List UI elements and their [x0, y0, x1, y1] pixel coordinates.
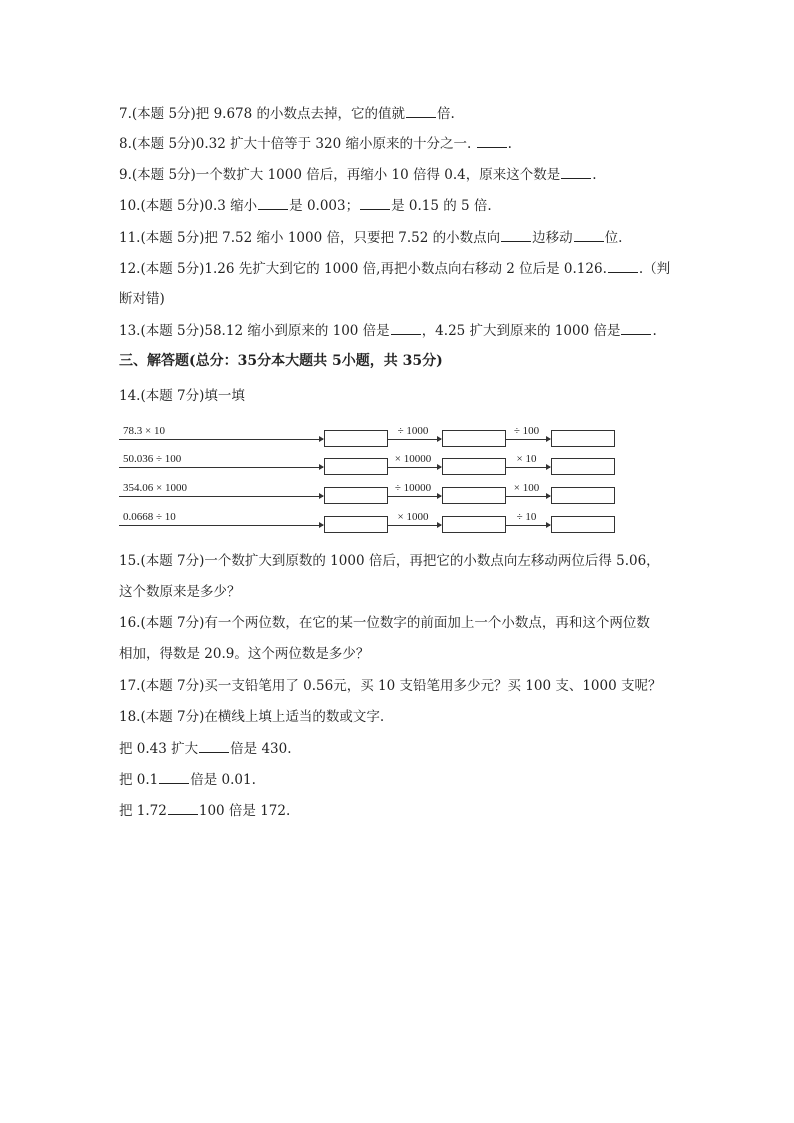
question-17: 17.(本题 7分)买一支铅笔用了 0.56元，买 10 支铅笔用多少元？买 100 支、1000 支呢？ — [119, 678, 662, 694]
question-12: 12.(本题 5分)1.26 先扩大到它的 1000 倍,再把小数点向右移动 2 位后是 0.126. .（判 — [119, 261, 671, 277]
question-8: 8.(本题 5分)0.32 扩大十倍等于 320 缩小原来的十分之一. . — [119, 136, 512, 152]
flow-row — [119, 511, 537, 533]
answer-blank[interactable] — [159, 770, 189, 784]
answer-box[interactable] — [324, 430, 388, 447]
question-15: 15.(本题 7分)一个数扩大到原数的 1000 倍后，再把它的小数点向左移动两位后得 5.06， — [119, 553, 660, 569]
answer-box[interactable] — [551, 516, 615, 533]
flow-operator: ÷ 100 — [513, 425, 540, 437]
flow-start-expression: 0.0668 ÷ 10 — [123, 511, 176, 523]
flow-row — [119, 425, 540, 447]
arrow-icon — [387, 525, 441, 526]
answer-blank[interactable] — [258, 196, 288, 210]
arrow-icon — [387, 439, 441, 440]
arrow-icon — [387, 467, 441, 468]
answer-box[interactable] — [442, 487, 506, 504]
answer-blank[interactable] — [199, 739, 229, 753]
answer-box[interactable] — [324, 487, 388, 504]
answer-box[interactable] — [442, 516, 506, 533]
flow-row — [119, 453, 537, 475]
answer-blank[interactable] — [561, 165, 591, 179]
answer-blank[interactable] — [574, 228, 604, 242]
flow-operator: ÷ 10 — [516, 511, 537, 523]
flow-start-expression: 50.036 ÷ 100 — [123, 453, 182, 465]
flow-operator: × 1000 — [397, 511, 429, 523]
arrow-icon — [505, 525, 550, 526]
answer-box[interactable] — [442, 458, 506, 475]
answer-blank[interactable] — [501, 228, 531, 242]
flow-row — [119, 482, 540, 504]
question-9: 9.(本题 5分)一个数扩大 1000 倍后，再缩小 10 倍得 0.4，原来这个数是 . — [119, 167, 597, 183]
arrow-icon — [505, 439, 550, 440]
answer-blank[interactable] — [168, 801, 198, 815]
answer-blank[interactable] — [621, 321, 651, 335]
arrow-icon — [203, 496, 323, 497]
question-10: 10.(本题 5分)0.3 缩小 是 0.003； 是 0.15 的 5 倍. — [119, 198, 492, 214]
question-12-continued: 断对错) — [119, 291, 165, 307]
question-18-line-2: 把 0.1 倍是 0.01. — [119, 772, 256, 788]
section-heading: 三、解答题(总分：35分本大题共 5小题，共 35分) — [119, 353, 443, 369]
flow-operator: × 10 — [516, 453, 537, 465]
flow-operator: × 10000 — [394, 453, 432, 465]
question-11: 11.(本题 5分)把 7.52 缩小 1000 倍，只要把 7.52 的小数点向 边移动 位. — [119, 230, 623, 246]
flow-operator: × 100 — [513, 482, 540, 494]
arrow-icon — [203, 439, 323, 440]
question-18-line-3: 把 1.72 100 倍是 172. — [119, 803, 291, 819]
answer-box[interactable] — [551, 458, 615, 475]
question-16-continued: 相加，得数是 20.9。这个两位数是多少？ — [119, 646, 370, 662]
question-15-continued: 这个数原来是多少？ — [119, 584, 241, 600]
arrow-icon — [505, 496, 550, 497]
answer-blank[interactable] — [360, 196, 390, 210]
answer-box[interactable] — [551, 430, 615, 447]
answer-box[interactable] — [324, 458, 388, 475]
arrow-icon — [203, 525, 323, 526]
arrow-icon — [203, 467, 323, 468]
flow-operator: ÷ 10000 — [394, 482, 432, 494]
flow-start-expression: 354.06 × 1000 — [123, 482, 187, 494]
answer-blank[interactable] — [477, 134, 507, 148]
answer-box[interactable] — [442, 430, 506, 447]
answer-blank[interactable] — [608, 259, 638, 273]
answer-box[interactable] — [324, 516, 388, 533]
question-7: 7.(本题 5分)把 9.678 的小数点去掉，它的值就 倍. — [119, 106, 455, 122]
question-18: 18.(本题 7分)在横线上填上适当的数或文字. — [119, 709, 385, 725]
question-16: 16.(本题 7分)有一个两位数，在它的某一位数字的前面加上一个小数点，再和这个两位数 — [119, 615, 650, 631]
answer-blank[interactable] — [391, 321, 421, 335]
arrow-icon — [505, 467, 550, 468]
answer-box[interactable] — [551, 487, 615, 504]
answer-blank[interactable] — [406, 104, 436, 118]
flow-start-expression: 78.3 × 10 — [123, 425, 165, 437]
question-14-title: 14.(本题 7分)填一填 — [119, 388, 245, 404]
arrow-icon — [387, 496, 441, 497]
flow-operator: ÷ 1000 — [397, 425, 429, 437]
question-18-line-1: 把 0.43 扩大 倍是 430. — [119, 741, 292, 757]
question-13: 13.(本题 5分)58.12 缩小到原来的 100 倍是 ，4.25 扩大到原来的 1000 倍是 . — [119, 323, 657, 339]
